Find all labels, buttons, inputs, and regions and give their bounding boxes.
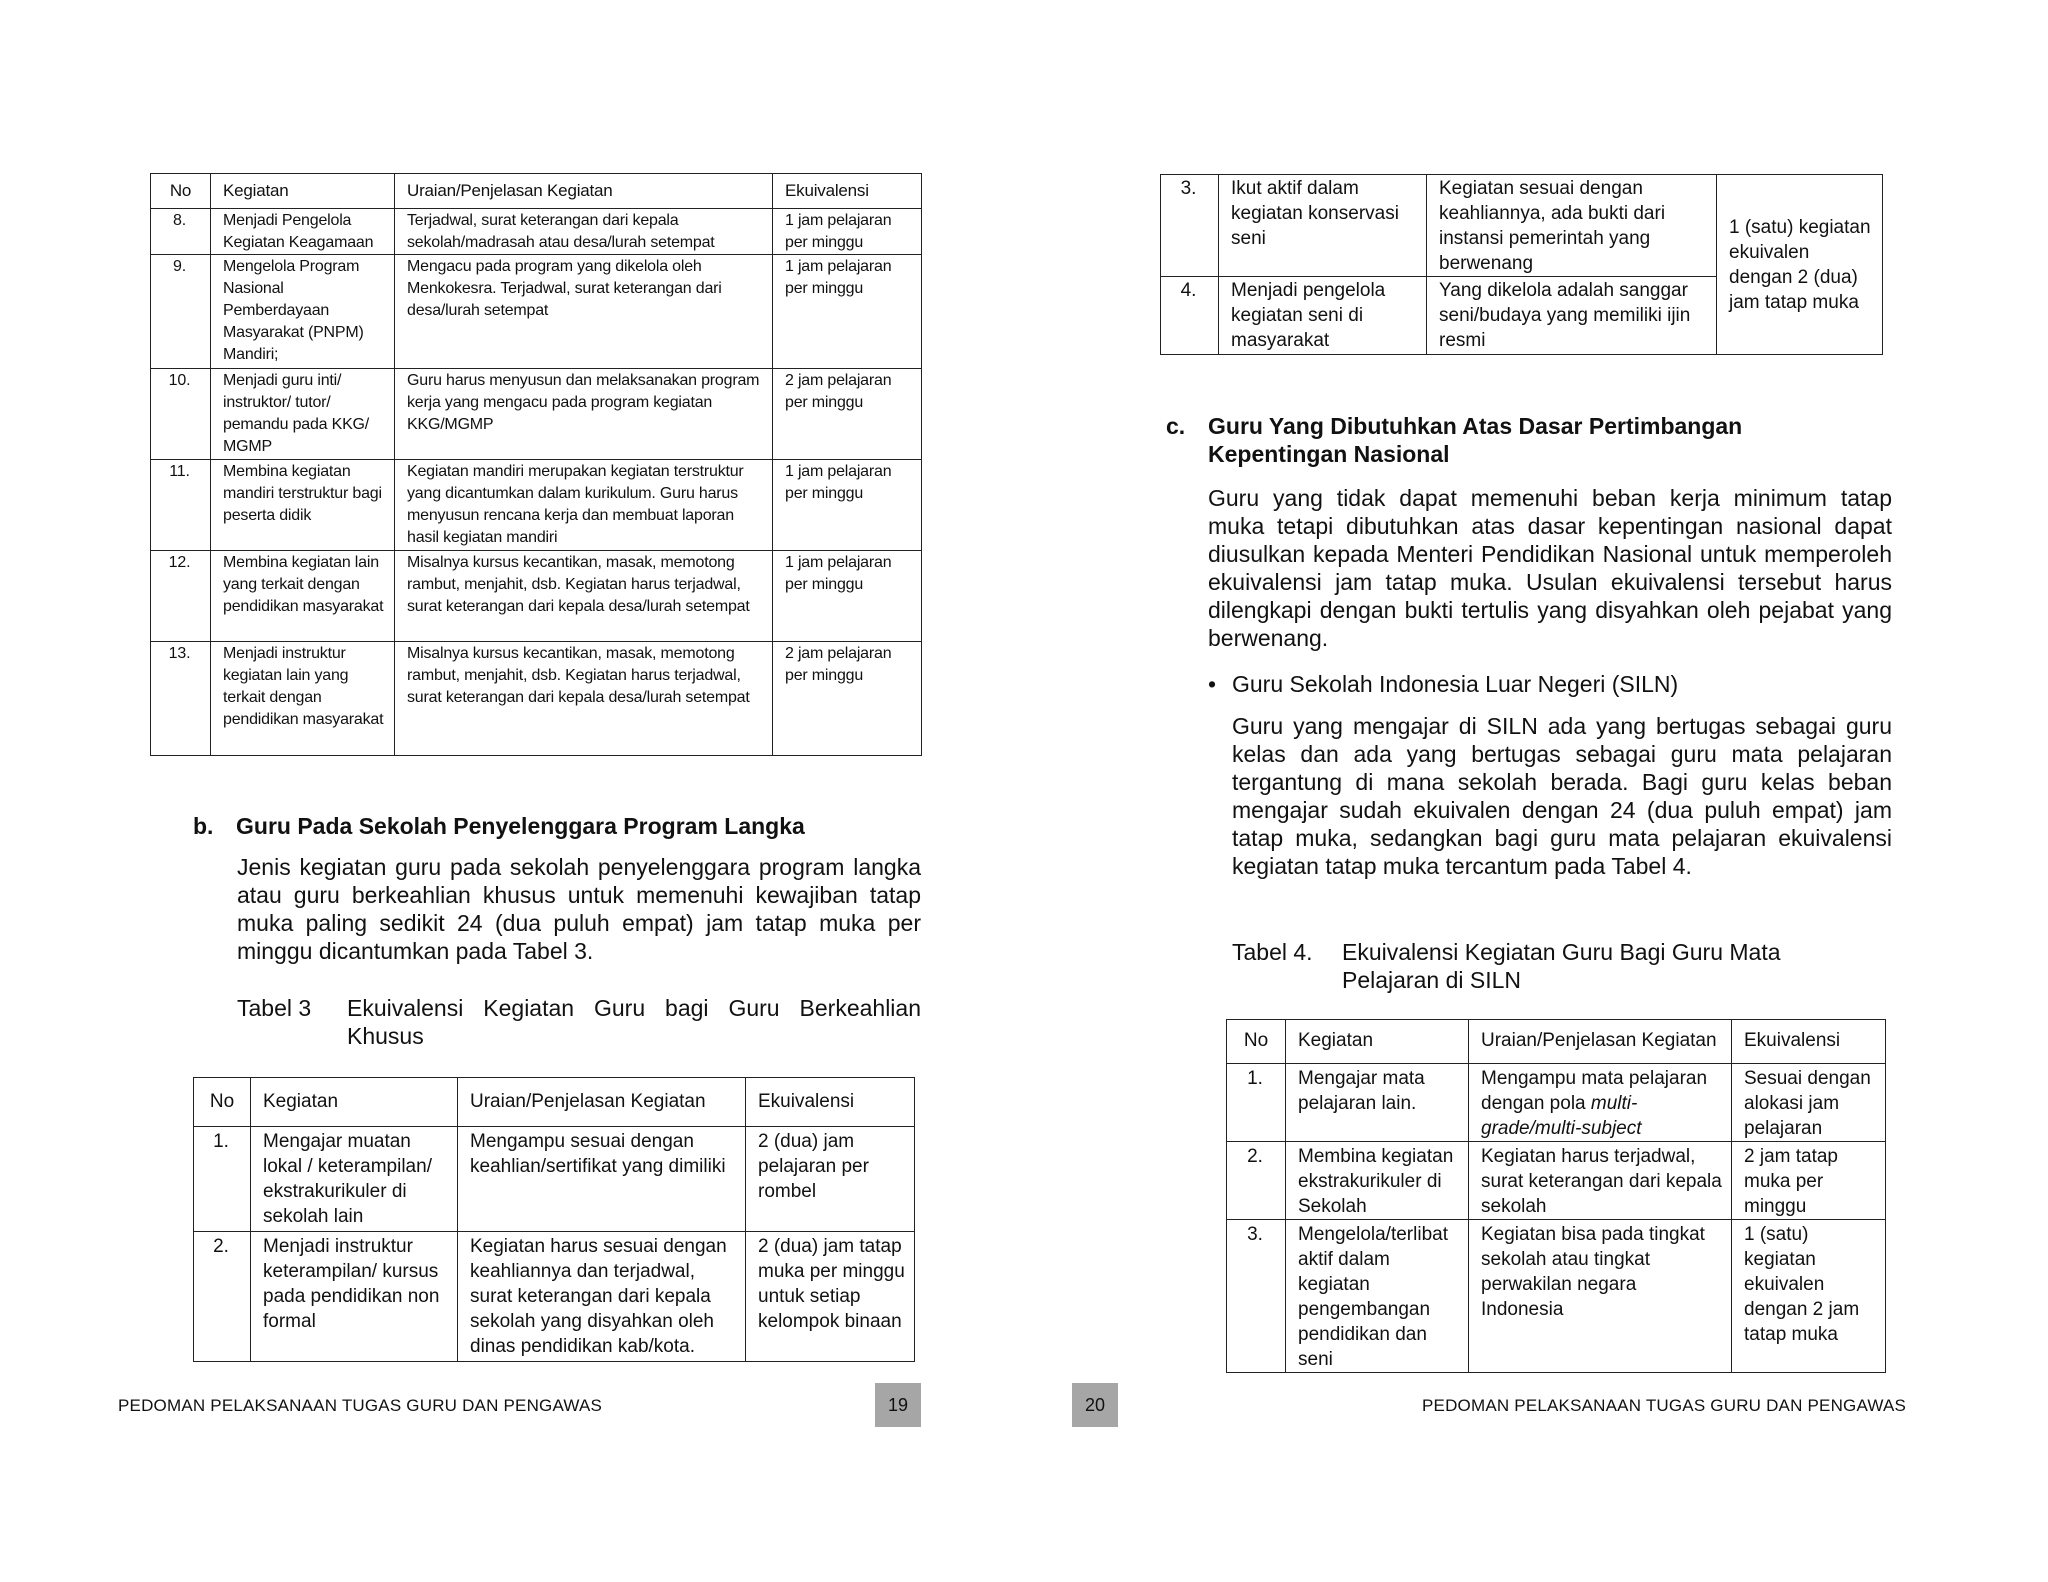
section-b-marker: b. xyxy=(193,813,214,839)
page-number: 20 xyxy=(1072,1383,1118,1427)
section-b-paragraph: Jenis kegiatan guru pada sekolah penyelenggara program langka atau guru berkeahlian khusus untuk memenuhi kewajiban tatap muka paling sedikit 24 (dua puluh empat) jam tatap muka per minggu dicantumkan pada Tabel 3. xyxy=(237,854,921,964)
bullet-dot-icon: • xyxy=(1208,671,1217,697)
cell-kegiatan: Ikut aktif dalam kegiatan konservasi seni xyxy=(1219,175,1427,277)
cell-uraian-text: Mengampu mata pelajaran dengan pola xyxy=(1481,1068,1708,1114)
cell-ekuivalensi: 2 jam tatap muka per minggu xyxy=(1732,1142,1886,1220)
cell-ekuivalensi: 1 jam pelajaran per minggu xyxy=(773,460,922,551)
table4-caption xyxy=(1232,938,1892,994)
cell-ekuivalensi: 2 (dua) jam tatap muka per minggu untuk setiap kelompok binaan xyxy=(746,1232,915,1362)
cell-ekuivalensi: 1 jam pelajaran per minggu xyxy=(773,255,922,369)
header-ekuivalensi: Ekuivalensi xyxy=(746,1078,915,1127)
header-kegiatan: Kegiatan xyxy=(211,174,395,209)
cell-ekuivalensi: 1 (satu) kegiatan ekuivalen dengan 2 jam tatap muka xyxy=(1732,1220,1886,1373)
cell-uraian: Kegiatan harus sesuai dengan keahliannya dan terjadwal, surat keterangan dari kepala sekolah yang disyahkan oleh dinas pendidikan kab/kota. xyxy=(458,1232,746,1362)
cell-uraian: Misalnya kursus kecantikan, masak, memotong rambut, menjahit, dsb. Kegiatan harus terjadwal, surat keterangan dari kepala desa/lurah setempat xyxy=(395,551,773,642)
table-header-row xyxy=(1227,1020,1886,1064)
siln-paragraph: Guru yang mengajar di SILN ada yang bertugas sebagai guru kelas dan ada yang bertugas sebagai guru mata pelajaran tergantung di mana sekolah berada. Bagi guru kelas beban mengajar sudah ekuivalen dengan 24 (dua puluh empat) jam tatap muka, sedangkan bagi guru mata pelajaran ekuivalensi kegiatan tatap muka tercantum pada Tabel 4. xyxy=(1232,713,1892,879)
cell-kegiatan: Menjadi Pengelola Kegiatan Keagamaan xyxy=(211,209,395,255)
header-uraian: Uraian/Penjelasan Kegiatan xyxy=(458,1078,746,1127)
cell-kegiatan: Menjadi instruktur kegiatan lain yang terkait dengan pendidikan masyarakat xyxy=(211,642,395,756)
header-no: No xyxy=(151,174,211,209)
cell-uraian xyxy=(1469,1064,1732,1142)
table-row xyxy=(1161,175,1883,277)
cell-uraian: Mengampu sesuai dengan keahlian/sertifikat yang dimiliki xyxy=(458,1127,746,1232)
table-row xyxy=(1227,1142,1886,1220)
cell-no: 9. xyxy=(151,255,211,369)
table-4 xyxy=(1226,1019,1886,1373)
table-row xyxy=(151,460,922,551)
table-row xyxy=(1227,1220,1886,1373)
right-page xyxy=(1024,0,2048,1582)
cell-ekuivalensi: 2 jam pelajaran per minggu xyxy=(773,642,922,756)
cell-ekuivalensi: 1 jam pelajaran per minggu xyxy=(773,551,922,642)
cell-uraian: Kegiatan harus terjadwal, surat keterangan dari kepala sekolah xyxy=(1469,1142,1732,1220)
cell-no: 1. xyxy=(1227,1064,1286,1142)
cell-ekuivalensi: 1 jam pelajaran per minggu xyxy=(773,209,922,255)
cell-ekuivalensi: 2 (dua) jam pelajaran per rombel xyxy=(746,1127,915,1232)
cell-no: 1. xyxy=(194,1127,251,1232)
table-header-row xyxy=(151,174,922,209)
table-3 xyxy=(193,1077,915,1362)
cell-no: 10. xyxy=(151,369,211,460)
table-activities-continued xyxy=(150,173,922,756)
page-number: 19 xyxy=(875,1383,921,1427)
table-row xyxy=(151,642,922,756)
cell-no: 8. xyxy=(151,209,211,255)
header-uraian: Uraian/Penjelasan Kegiatan xyxy=(1469,1020,1732,1064)
table-row xyxy=(151,255,922,369)
cell-no: 3. xyxy=(1161,175,1219,277)
header-uraian: Uraian/Penjelasan Kegiatan xyxy=(395,174,773,209)
table-activities-continued-right xyxy=(1160,174,1883,355)
cell-uraian: Kegiatan bisa pada tingkat sekolah atau tingkat perwakilan negara Indonesia xyxy=(1469,1220,1732,1373)
table-row xyxy=(151,551,922,642)
table-row xyxy=(194,1232,915,1362)
table-row xyxy=(151,209,922,255)
cell-no: 2. xyxy=(1227,1142,1286,1220)
cell-ekuivalensi: Sesuai dengan alokasi jam pelajaran xyxy=(1732,1064,1886,1142)
cell-no: 12. xyxy=(151,551,211,642)
cell-uraian: Misalnya kursus kecantikan, masak, memotong rambut, menjahit, dsb. Kegiatan harus terjadwal, surat keterangan dari kepala desa/lurah setempat xyxy=(395,642,773,756)
table4-caption-text: Ekuivalensi Kegiatan Guru Bagi Guru Mata Pelajaran di SILN xyxy=(1342,939,1781,993)
section-c-heading xyxy=(1166,412,1866,468)
bullet-text: Guru Sekolah Indonesia Luar Negeri (SILN) xyxy=(1232,671,1679,697)
section-c-marker: c. xyxy=(1166,413,1186,439)
page-footer-title: PEDOMAN PELAKSANAAN TUGAS GURU DAN PENGAWAS xyxy=(1422,1396,1907,1415)
table3-caption-label: Tabel 3 xyxy=(237,995,312,1021)
table-row xyxy=(151,369,922,460)
header-kegiatan: Kegiatan xyxy=(1286,1020,1469,1064)
section-c-title: Guru Yang Dibutuhkan Atas Dasar Pertimbangan Kepentingan Nasional xyxy=(1208,413,1743,467)
cell-kegiatan: Menjadi guru inti/ instruktor/ tutor/ pemandu pada KKG/ MGMP xyxy=(211,369,395,460)
cell-kegiatan: Mengelola/terlibat aktif dalam kegiatan pengembangan pendidikan dan seni xyxy=(1286,1220,1469,1373)
cell-uraian: Kegiatan mandiri merupakan kegiatan terstruktur yang dicantumkan dalam kurikulum. Guru harus menyusun rencana kerja dan membuat laporan hasil kegiatan mandiri xyxy=(395,460,773,551)
cell-uraian: Terjadwal, surat keterangan dari kepala sekolah/madrasah atau desa/lurah setempat xyxy=(395,209,773,255)
section-b-title: Guru Pada Sekolah Penyelenggara Program Langka xyxy=(236,813,805,839)
table-row xyxy=(194,1127,915,1232)
table-row xyxy=(1227,1064,1886,1142)
section-c-paragraph: Guru yang tidak dapat memenuhi beban kerja minimum tatap muka tetapi dibutuhkan atas dasar kepentingan nasional dapat diusulkan kepada Menteri Pendidikan Nasional untuk memperoleh ekuivalensi jam tatap muka. Usulan ekuivalensi tersebut harus dilengkapi dengan bukti tertulis yang disyahkan oleh pejabat yang berwenang. xyxy=(1208,485,1892,651)
cell-kegiatan: Mengajar muatan lokal / keterampilan/ ekstrakurikuler di sekolah lain xyxy=(251,1127,458,1232)
cell-uraian: Guru harus menyusun dan melaksanakan program kerja yang mengacu pada program kegiatan KKG/MGMP xyxy=(395,369,773,460)
cell-ekuivalensi: 2 jam pelajaran per minggu xyxy=(773,369,922,460)
cell-kegiatan: Menjadi pengelola kegiatan seni di masyarakat xyxy=(1219,277,1427,355)
header-ekuivalensi: Ekuivalensi xyxy=(1732,1020,1886,1064)
cell-no: 13. xyxy=(151,642,211,756)
cell-kegiatan: Mengelola Program Nasional Pemberdayaan Masyarakat (PNPM) Mandiri; xyxy=(211,255,395,369)
table3-caption xyxy=(237,994,921,1050)
cell-kegiatan: Mengajar mata pelajaran lain. xyxy=(1286,1064,1469,1142)
cell-no: 4. xyxy=(1161,277,1219,355)
header-ekuivalensi: Ekuivalensi xyxy=(773,174,922,209)
table4-caption-label: Tabel 4. xyxy=(1232,939,1313,965)
cell-no: 3. xyxy=(1227,1220,1286,1373)
cell-uraian: Kegiatan sesuai dengan keahliannya, ada bukti dari instansi pemerintah yang berwenang xyxy=(1427,175,1717,277)
cell-no: 2. xyxy=(194,1232,251,1362)
cell-ekuivalensi-merged: 1 (satu) kegiatan ekuivalen dengan 2 (dua) jam tatap muka xyxy=(1717,175,1883,355)
cell-kegiatan: Membina kegiatan mandiri terstruktur bagi peserta didik xyxy=(211,460,395,551)
table3-caption-text: Ekuivalensi Kegiatan Guru bagi Guru Berkeahlian Khusus xyxy=(347,995,921,1049)
cell-no: 11. xyxy=(151,460,211,551)
header-no: No xyxy=(1227,1020,1286,1064)
cell-kegiatan: Membina kegiatan ekstrakurikuler di Sekolah xyxy=(1286,1142,1469,1220)
header-kegiatan: Kegiatan xyxy=(251,1078,458,1127)
header-no: No xyxy=(194,1078,251,1127)
cell-uraian-italic: multi-grade/multi-subject xyxy=(1481,1093,1642,1139)
cell-kegiatan: Menjadi instruktur keterampilan/ kursus pada pendidikan non formal xyxy=(251,1232,458,1362)
table-header-row xyxy=(194,1078,915,1127)
cell-uraian: Mengacu pada program yang dikelola oleh Menkokesra. Terjadwal, surat keterangan dari desa/lurah setempat xyxy=(395,255,773,369)
cell-kegiatan: Membina kegiatan lain yang terkait dengan pendidikan masyarakat xyxy=(211,551,395,642)
cell-uraian: Yang dikelola adalah sanggar seni/budaya yang memiliki ijin resmi xyxy=(1427,277,1717,355)
page-footer-title: PEDOMAN PELAKSANAAN TUGAS GURU DAN PENGAWAS xyxy=(118,1396,603,1415)
